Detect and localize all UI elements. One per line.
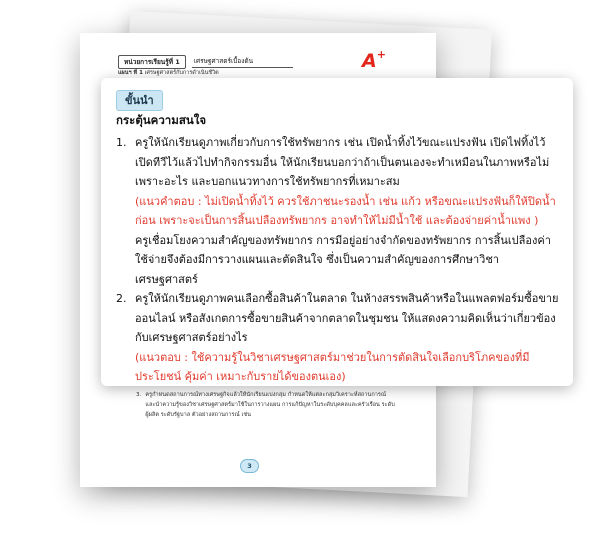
item3-text: ครูกำหนดสถานการณ์ทางเศรษฐกิจแล้วให้นักเรียนแบ่งกลุ่ม กำหนดให้แต่ละกลุ่มวิเคราะห์สถานการณ์และนำความรู้ของวิชาเศรษฐศาสตร์มาใช้ในการวางแผน การแก้ปัญหาในระดับบุคคลและครัวเรือน ระดับผู้ผลิต ระดับรัฐบาล ตัวอย่างสถานการณ์ เช่น <box>145 392 395 418</box>
item-paragraph: ครูให้นักเรียนดูภาพเกี่ยวกับการใช้ทรัพยากร เช่น เปิดน้ำทิ้งไว้ขณะแปรงฟัน เปิดไฟทิ้งไว้ เปิดทีวีไว้แล้วไปทำกิจกรรมอื่น ให้นักเรียนบอกว่าถ้าเป็นตนเองจะทำเหมือนในภาพหรือไม่ เพราะอะไร และบอกแนวทางการใช้ทรัพยากรที่เหมาะสม <box>135 136 550 188</box>
item-paragraph: ครูให้นักเรียนดูภาพคนเลือกซื้อสินค้าในตลาด ในห้างสรรพสินค้าหรือในแพลตฟอร์มซื้อขายออนไลน์ หรือสังเกตการซื้อขายสินค้าจากตลาดในชุมชน ให้แสดงความคิดเห็นว่าเกี่ยวข้องกับเศรษฐศาสตร์อย่างไร <box>135 292 559 344</box>
item-content <box>135 289 560 387</box>
activity-item <box>116 133 560 289</box>
unit-title: เศรษฐศาสตร์เบื้องต้น <box>192 56 293 68</box>
topic-prefix: แผนฯ ที่ 1 <box>118 70 143 76</box>
unit-label: หน่วยการเรียนรู้ที่ 1 <box>118 55 186 69</box>
activity-list <box>116 133 560 387</box>
item-number: 2. <box>116 292 127 305</box>
topic-title: เศรษฐศาสตร์กับการดำเนินชีวิต <box>144 70 219 76</box>
answer-guide: (แนวคำตอบ : ไม่เปิดน้ำทิ้งไว้ ควรใช้ภาชนะรองน้ำ เช่น แก้ว หรือขณะแปรงฟันก็ให้ปิดน้ำก่อน เพราะจะเป็นการสิ้นเปลืองทรัพยากร อาจทำให้ไม่มีน้ำใช้ และต้องจ่ายค่าน้ำแพง ) <box>135 194 556 227</box>
background-item-3 <box>136 390 396 420</box>
answer-guide: (แนวตอบ : ใช้ความรู้ในวิชาเศรษฐศาสตร์มาช่วยในการตัดสินใจเลือกบริโภคของที่มีประโยชน์ คุ้มค่า เหมาะกับรายได้ของตนเอง) <box>135 350 530 383</box>
item3-number: 3. <box>136 392 142 398</box>
step-label-tag: ขั้นนำ <box>116 90 163 111</box>
unit-header <box>118 55 293 69</box>
activity-item <box>116 289 560 387</box>
topic-line <box>118 69 219 77</box>
item-paragraph: ครูเชื่อมโยงความสำคัญของทรัพยากร การมีอยู่อย่างจำกัดของทรัพยากร การสิ้นเปลืองค่าใช้จ่ายจึงต้องมีการวางแผนและตัดสินใจ ซึ่งเป็นความสำคัญของการศึกษาวิชาเศรษฐศาสตร์ <box>135 233 551 286</box>
aplus-letter: A <box>362 50 377 72</box>
zoomed-content-card <box>101 78 573 386</box>
aplus-logo <box>362 48 386 72</box>
page-number-badge: 3 <box>240 459 259 473</box>
section-heading: กระตุ้นความสนใจ <box>116 113 207 127</box>
item-content <box>135 133 560 289</box>
aplus-plus: + <box>376 48 386 61</box>
item-number: 1. <box>116 136 127 149</box>
